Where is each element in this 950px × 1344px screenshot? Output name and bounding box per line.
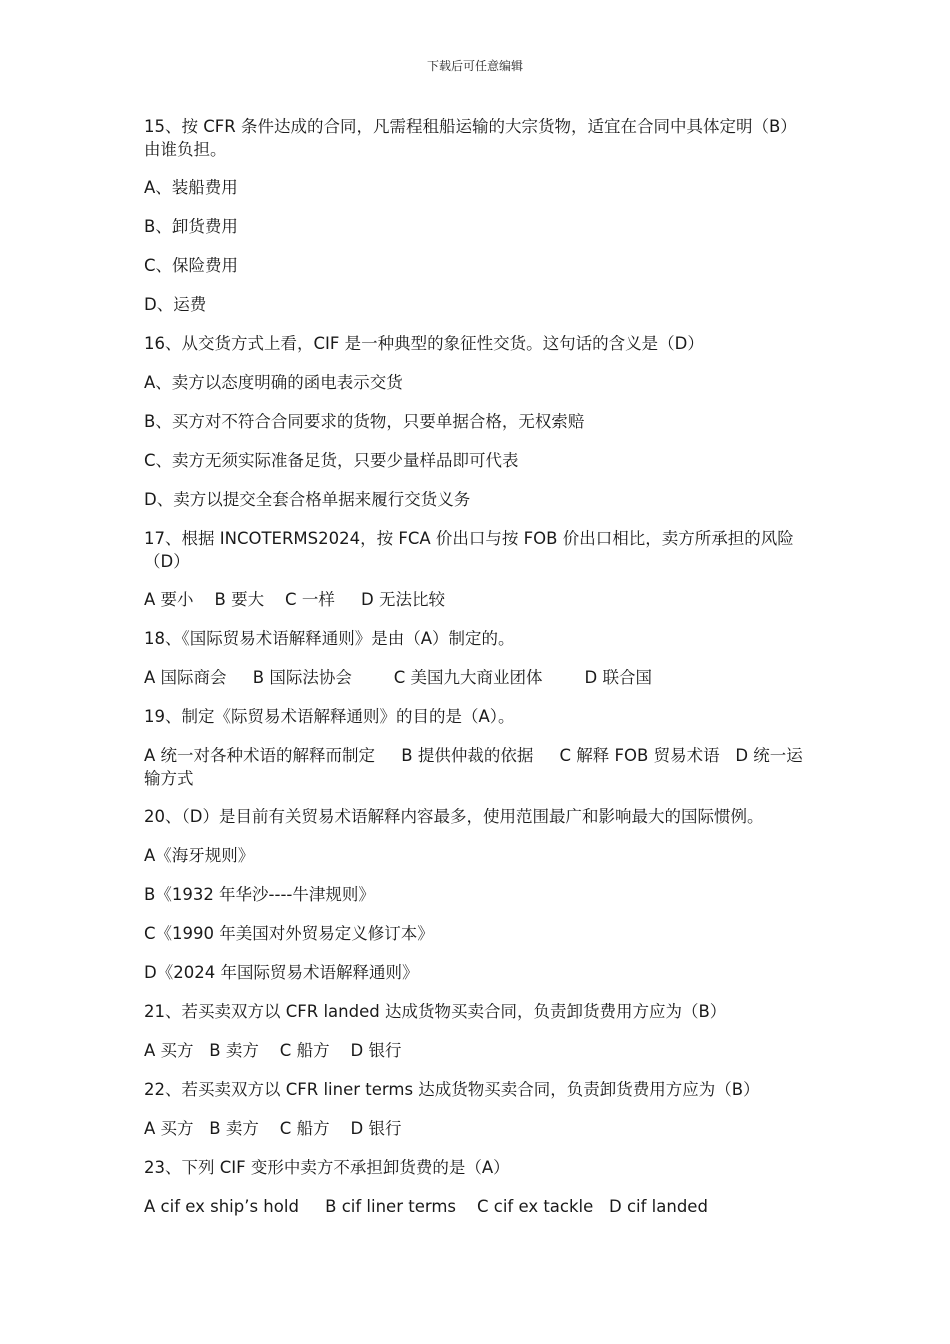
option-15-c: C、保险费用	[144, 256, 239, 275]
question-17: 17、根据 INCOTERMS2024，按 FCA 价出口与按 FOB 价出口相比，卖方所承担的风险（D）	[144, 529, 794, 571]
document-body	[144, 115, 809, 1219]
page-header: 下载后可任意编辑	[426, 59, 523, 73]
question-23: 23、下列 CIF 变形中卖方不承担卸货费的是（A）	[144, 1158, 510, 1177]
question-22: 22、若买卖双方以 CFR liner terms 达成货物买卖合同，负责卸货费用方应为（B）	[144, 1080, 760, 1099]
options-23: A cif ex ship’s hold B cif liner terms C cif ex tackle D cif landed	[144, 1197, 708, 1216]
option-15-b: B、卸货费用	[144, 217, 238, 236]
option-20-a: A《海牙规则》	[144, 846, 255, 865]
option-20-b: B《1932 年华沙----牛津规则》	[144, 885, 375, 904]
options-17: A 要小 B 要大 C 一样 D 无法比较	[144, 590, 445, 609]
question-20: 20、（D）是目前有关贸易术语解释内容最多，使用范围最广和影响最大的国际惯例。	[144, 807, 764, 826]
question-18: 18、《国际贸易术语解释通则》是由（A）制定的。	[144, 629, 515, 648]
question-19: 19、制定《际贸易术语解释通则》的目的是（A）。	[144, 707, 515, 726]
question-15: 15、按 CFR 条件达成的合同，凡需程租船运输的大宗货物，适宜在合同中具体定明（B）由谁负担。	[144, 117, 797, 159]
option-15-a: A、装船费用	[144, 178, 238, 197]
option-16-a: A、卖方以态度明确的函电表示交货	[144, 373, 403, 392]
option-16-b: B、买方对不符合合同要求的货物，只要单据合格，无权索赔	[144, 412, 585, 431]
options-22: A 买方 B 卖方 C 船方 D 银行	[144, 1119, 402, 1138]
option-16-d: D、卖方以提交全套合格单据来履行交货义务	[144, 490, 471, 509]
options-18: A 国际商会 B 国际法协会 C 美国九大商业团体 D 联合国	[144, 668, 652, 687]
option-20-d: D《2024 年国际贸易术语解释通则》	[144, 963, 419, 982]
question-21: 21、若买卖双方以 CFR landed 达成货物买卖合同，负责卸货费用方应为（B）	[144, 1002, 727, 1021]
option-16-c: C、卖方无须实际准备足货，只要少量样品即可代表	[144, 451, 519, 470]
option-20-c: C《1990 年美国对外贸易定义修订本》	[144, 924, 434, 943]
question-16: 16、从交货方式上看，CIF 是一种典型的象征性交货。这句话的含义是（D）	[144, 334, 704, 353]
options-19: A 统一对各种术语的解释而制定 B 提供仲裁的依据 C 解释 FOB 贸易术语 D 统一运输方式	[144, 746, 803, 788]
options-21: A 买方 B 卖方 C 船方 D 银行	[144, 1041, 402, 1060]
option-15-d: D、运费	[144, 295, 207, 314]
